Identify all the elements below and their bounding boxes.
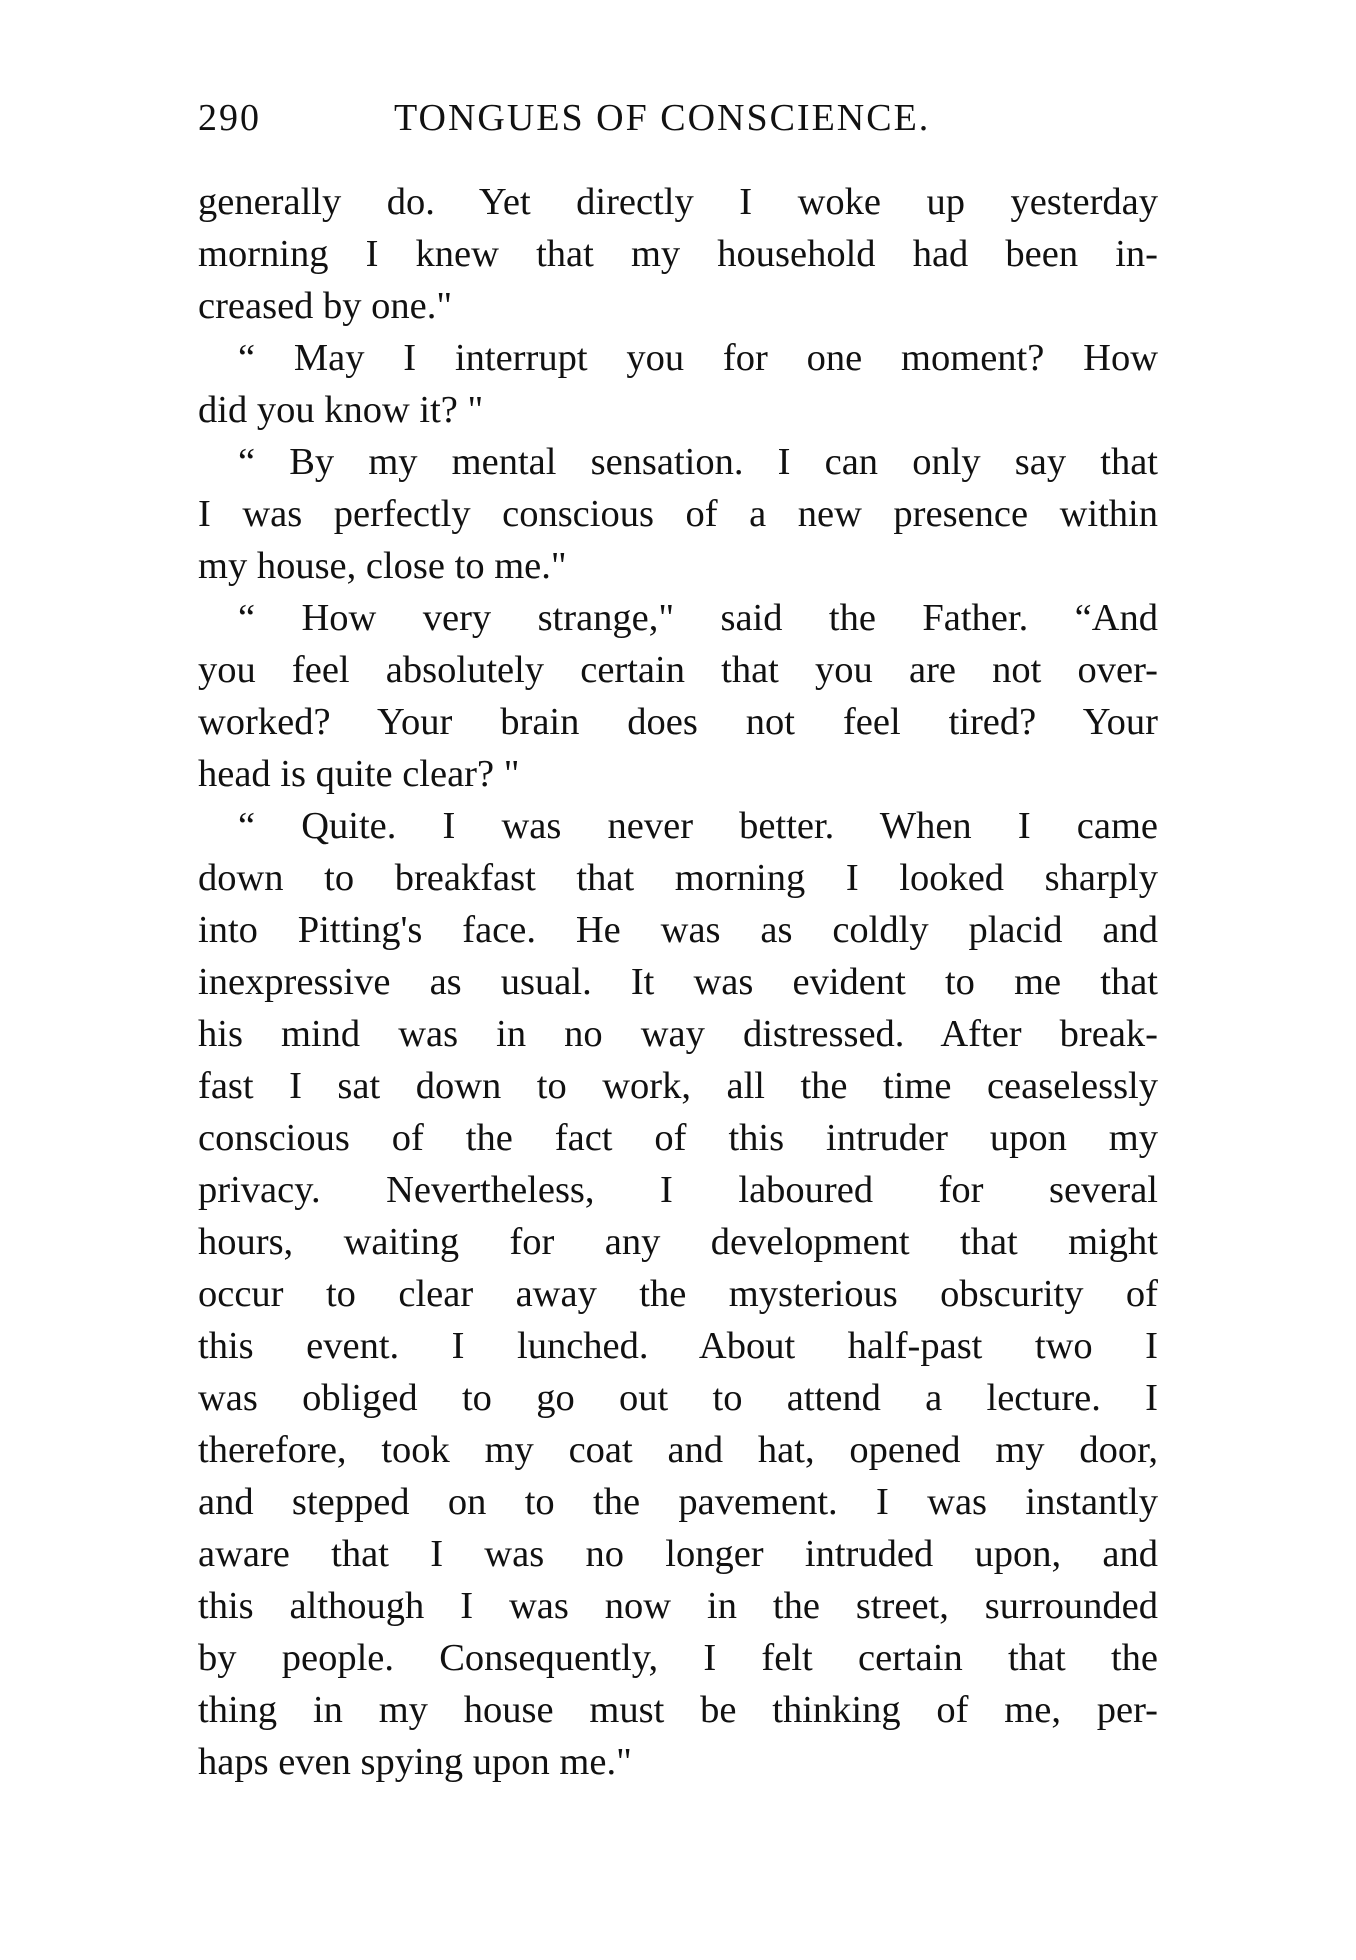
text-line: by people. Consequently, I felt certain that the — [198, 1637, 1158, 1679]
text-line: into Pitting's face. He was as coldly placid and — [198, 909, 1158, 951]
text-line: “ Quite. I was never better. When I came — [238, 805, 1158, 847]
text-line: this although I was now in the street, surrounded — [198, 1585, 1158, 1627]
text-line: morning I knew that my household had been in- — [198, 233, 1158, 275]
text-line: inexpressive as usual. It was evident to me that — [198, 961, 1158, 1003]
text-line: was obliged to go out to attend a lecture. I — [198, 1377, 1158, 1419]
text-line: occur to clear away the mysterious obscurity of — [198, 1273, 1158, 1315]
text-line: “ May I interrupt you for one moment? How — [238, 337, 1158, 379]
text-line: conscious of the fact of this intruder upon my — [198, 1117, 1158, 1159]
text-line: therefore, took my coat and hat, opened my door, — [198, 1429, 1158, 1471]
text-line: “ By my mental sensation. I can only say that — [238, 441, 1158, 483]
text-line: thing in my house must be thinking of me, per- — [198, 1689, 1158, 1731]
text-line: “ How very strange," said the Father. “And — [238, 597, 1158, 639]
text-line: head is quite clear? " — [198, 753, 520, 795]
running-title: TONGUES OF CONSCIENCE. — [394, 97, 931, 139]
text-line: haps even spying upon me." — [198, 1741, 632, 1783]
text-line: hours, waiting for any development that might — [198, 1221, 1158, 1263]
text-line: privacy. Nevertheless, I laboured for several — [198, 1169, 1158, 1211]
text-line: aware that I was no longer intruded upon, and — [198, 1533, 1158, 1575]
body-text — [198, 176, 1158, 1788]
text-line: fast I sat down to work, all the time ceaselessly — [198, 1065, 1158, 1107]
text-line: down to breakfast that morning I looked sharply — [198, 857, 1158, 899]
text-line: and stepped on to the pavement. I was instantly — [198, 1481, 1158, 1523]
page-number: 290 — [198, 97, 261, 139]
text-line: this event. I lunched. About half-past two I — [198, 1325, 1158, 1367]
text-line: you feel absolutely certain that you are not over- — [198, 649, 1158, 691]
page-header — [198, 96, 1158, 156]
text-line: generally do. Yet directly I woke up yesterday — [198, 181, 1158, 223]
text-line: my house, close to me." — [198, 545, 567, 587]
text-line: worked? Your brain does not feel tired? Your — [198, 701, 1158, 743]
text-line: did you know it? " — [198, 389, 484, 431]
text-line: his mind was in no way distressed. After break- — [198, 1013, 1158, 1055]
text-line: creased by one." — [198, 285, 453, 327]
text-line: I was perfectly conscious of a new presence within — [198, 493, 1158, 535]
